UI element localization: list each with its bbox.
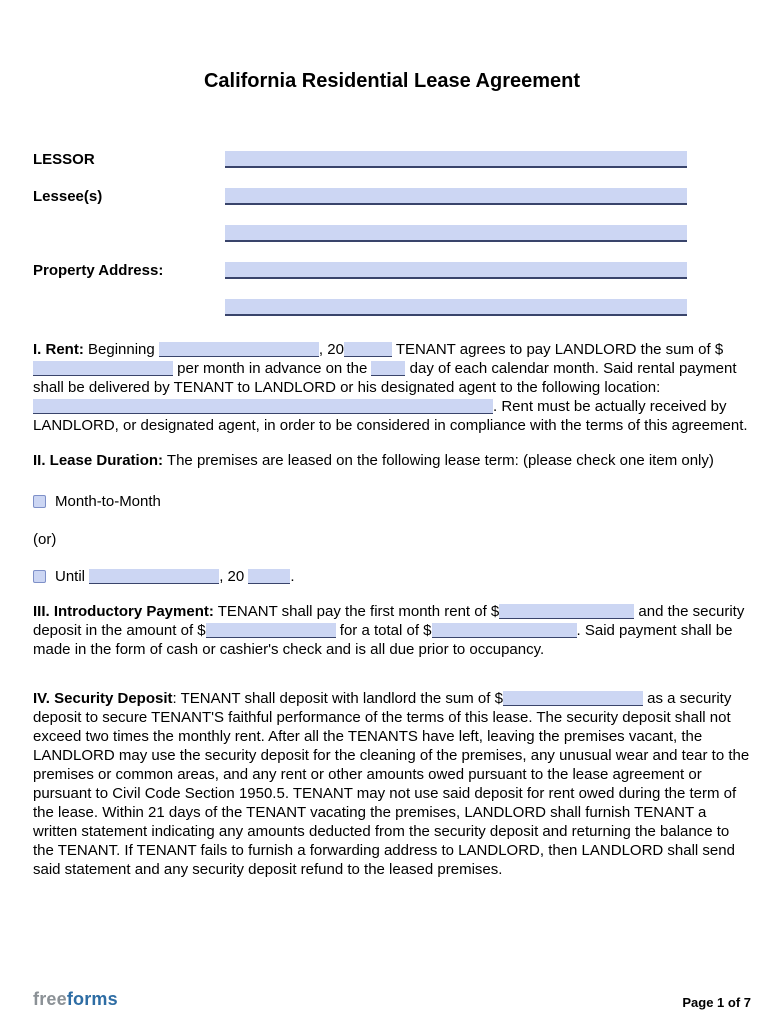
lessee-row-2 [33, 225, 751, 242]
intro-payment-text-1: TENANT shall pay the first month rent of $ [213, 603, 500, 620]
until-checkbox[interactable] [33, 570, 46, 583]
security-deposit-heading: IV. Security Deposit [33, 690, 173, 707]
rent-text-1: Beginning [83, 341, 159, 358]
property-address-field-1[interactable] [225, 262, 687, 279]
property-address-row-1 [33, 262, 751, 279]
first-month-rent-field[interactable] [499, 604, 634, 619]
security-deposit-sum-field[interactable] [503, 691, 643, 706]
lessee-label: Lessee(s) [33, 188, 103, 205]
property-address-row-2 [33, 299, 751, 316]
rent-text-6: . Rent must be actually received by LANDLORD, or designated agent, in order to be considered in compliance with the terms of this agreement. [33, 398, 748, 434]
month-to-month-checkbox[interactable] [33, 495, 46, 508]
property-address-label: Property Address: [33, 262, 164, 279]
security-deposit-text-1: : TENANT shall deposit with landlord the sum of $ [172, 690, 503, 707]
rent-begin-year-field[interactable] [344, 342, 392, 357]
until-year-field[interactable] [248, 569, 290, 584]
month-to-month-label: Month-to-Month [55, 493, 161, 510]
section-security-deposit-paragraph [33, 689, 751, 879]
month-to-month-option [33, 492, 751, 511]
page-number: Page 1 of 7 [682, 995, 751, 1010]
rent-day-field[interactable] [371, 361, 405, 376]
section-lease-duration-paragraph [33, 451, 751, 470]
brand-forms-text: forms [66, 989, 118, 1009]
lessee-field-2[interactable] [225, 225, 687, 242]
lessee-field-1[interactable] [225, 188, 687, 205]
lessor-row [33, 151, 751, 168]
until-option [33, 567, 751, 586]
security-deposit-text-2: as a security deposit to secure TENANT'S faithful performance of the terms of this lease. The security deposit shall not exceed two times the monthly rent. After all the TENANTS have left, leaving the premises vacant, the LANDLORD may use the security deposit for the cleaning of the premises, any unusual wear and tear to the premises or common areas, and any rent or other amounts owed pursuant to the lease agreement or pursuant to Civil Code Section 1950.5. TENANT may not use said deposit for rent owed during the term of the lease. Within 21 days of the TENANT vacating the premises, LANDLORD shall furnish TENANT a written statement indicating any amounts deducted from the security deposit and returning the balance to the TENANT. If TENANT fails to furnish a forwarding address to LANDLORD, then LANDLORD shall send said statement and any security deposit refund to the leased premises. [33, 690, 750, 878]
rent-heading: I. Rent: [33, 341, 84, 358]
rent-location-field[interactable] [33, 399, 493, 414]
brand-free-text: free [33, 989, 67, 1009]
document-body [33, 340, 751, 879]
until-text-3: . [290, 568, 295, 585]
rent-text-5: day of each calendar month. Said rental payment shall be delivered by TENANT to LANDLORD or his designated agent to the following location: [33, 360, 737, 396]
until-text-2: , 20 [219, 568, 249, 585]
freeforms-logo [33, 989, 118, 1010]
security-deposit-amount-field[interactable] [206, 623, 336, 638]
rent-text-3: TENANT agrees to pay LANDLORD the sum of $ [391, 341, 724, 358]
footer [0, 989, 784, 1010]
intro-payment-text-2: and the security deposit in the amount of $ [33, 603, 745, 639]
total-amount-field[interactable] [432, 623, 577, 638]
lessor-label: LESSOR [33, 151, 95, 168]
rent-beginning-date-field[interactable] [159, 342, 319, 357]
rent-text-4: per month in advance on the [173, 360, 372, 377]
section-rent-paragraph [33, 340, 751, 435]
lessor-field[interactable] [225, 151, 687, 168]
or-text: (or) [33, 531, 57, 548]
property-address-field-2[interactable] [225, 299, 687, 316]
until-label: Until [55, 568, 90, 585]
parties-section [33, 151, 751, 336]
lessee-row-1 [33, 188, 751, 205]
intro-payment-text-4: . Said payment shall be made in the form of cash or cashier's check and is all due prior to occupancy. [33, 622, 733, 658]
rent-text-2: , 20 [318, 341, 344, 358]
until-date-field[interactable] [89, 569, 219, 584]
introductory-payment-heading: III. Introductory Payment: [33, 603, 214, 620]
page-title: California Residential Lease Agreement [203, 70, 581, 92]
rent-amount-field[interactable] [33, 361, 173, 376]
section-introductory-payment-paragraph [33, 602, 751, 659]
intro-payment-text-3: for a total of $ [335, 622, 432, 639]
lease-duration-heading: II. Lease Duration: [33, 452, 164, 469]
lease-duration-text: The premises are leased on the following lease term: (please check one item only) [163, 452, 714, 469]
